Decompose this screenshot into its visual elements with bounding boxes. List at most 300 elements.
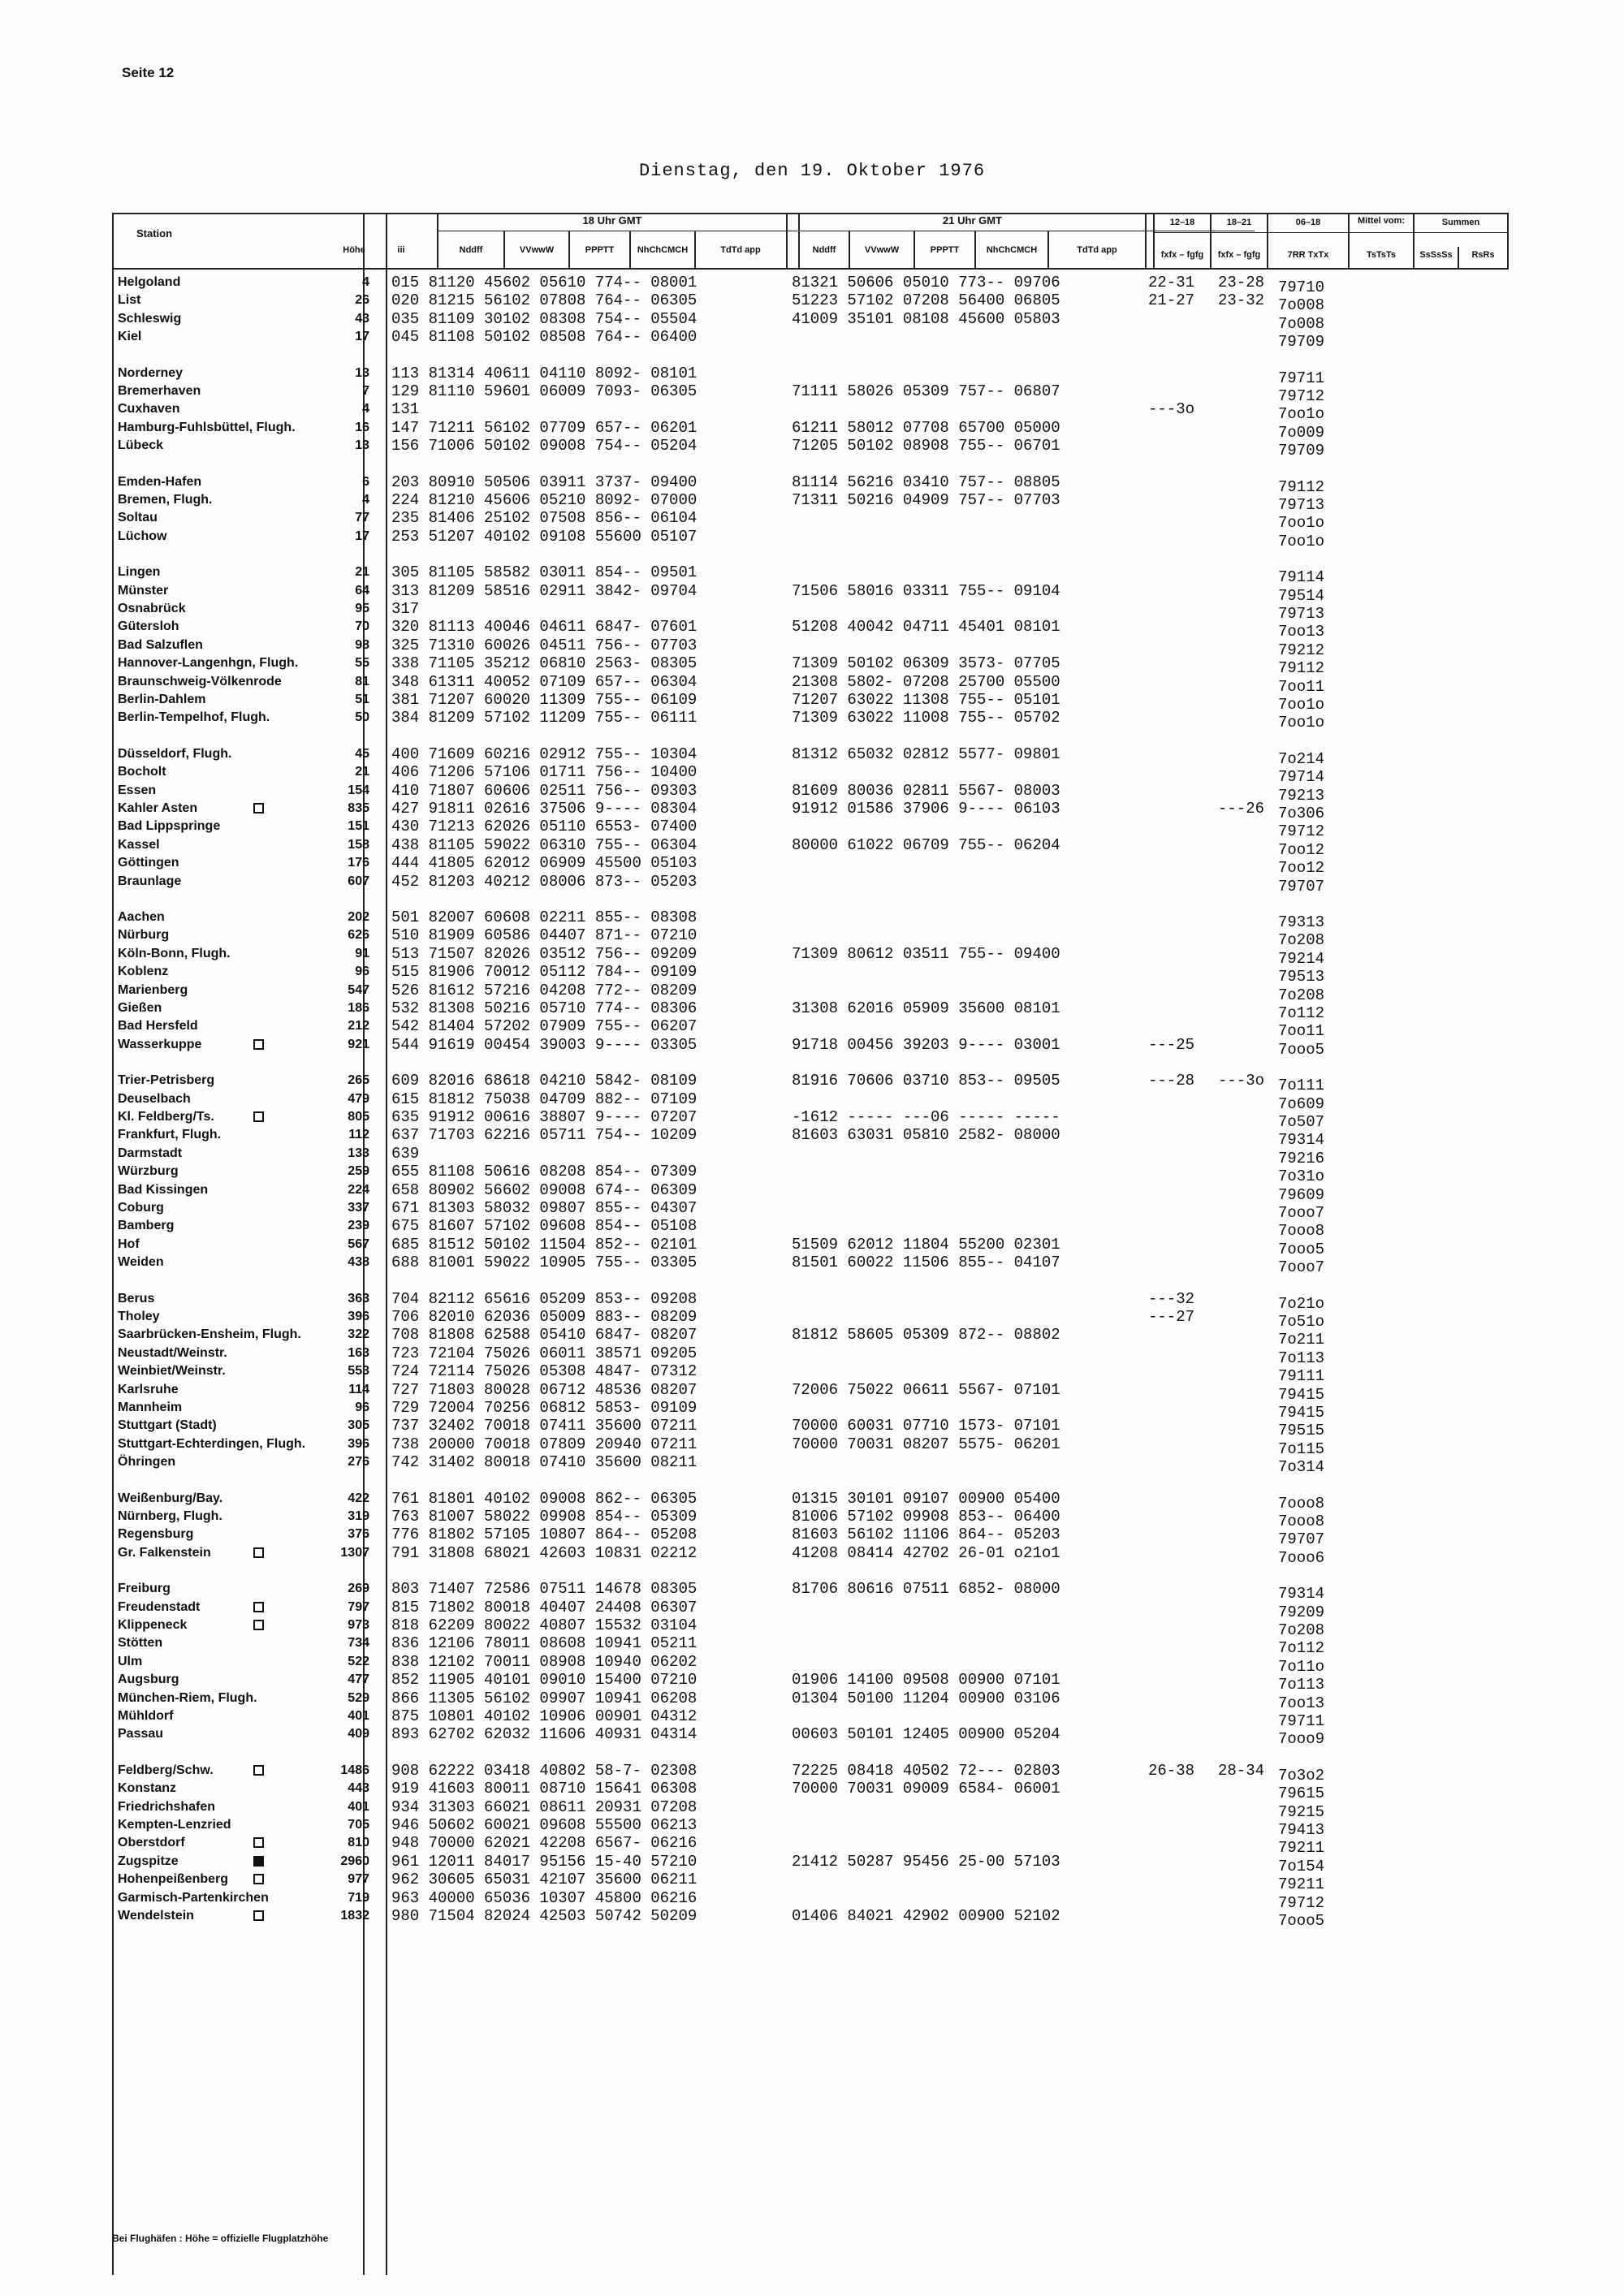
obs-21utc: -1612 ----- ---06 ----- ----- [792, 1108, 1060, 1126]
obs-18utc: 961 12011 84017 95156 15-40 57210 [391, 1852, 698, 1871]
station-name: Passau [118, 1727, 164, 1741]
rr-txtx-06-18: 7ooo7 [1278, 1258, 1325, 1277]
station-name: Ulm [118, 1654, 143, 1668]
table-row [0, 364, 1624, 387]
rr-txtx-06-18: 7o21o [1278, 1294, 1325, 1313]
table-row [0, 1362, 1624, 1386]
obs-18utc: 400 71609 60216 02912 755-- 10304 [391, 744, 698, 763]
gust-18-21: ---26 [1218, 800, 1265, 818]
gust-18-21: ---3o [1218, 1072, 1265, 1090]
station-name: Lübeck [118, 438, 164, 453]
station-height: 91 [355, 946, 369, 960]
station-name: Neustadt/Weinstr. [118, 1345, 227, 1360]
station-name: Lingen [118, 565, 161, 580]
rr-txtx-06-18: 7o115 [1278, 1439, 1325, 1458]
station-height: 4 [362, 402, 369, 416]
station-height: 55 [355, 656, 369, 671]
station-height: 319 [348, 1509, 369, 1523]
station-name: Hohenpeißenberg [118, 1872, 229, 1887]
hoehe-header: Höhe [343, 245, 365, 255]
station-height: 477 [348, 1672, 369, 1687]
table-row [0, 600, 1624, 623]
table-row [0, 854, 1624, 878]
obs-21utc: 81609 80036 02811 5567- 08003 [792, 781, 1060, 800]
obs-21utc: 21412 50287 95456 25-00 57103 [792, 1852, 1060, 1871]
obs-18utc: 742 31402 80018 07410 35600 08211 [391, 1453, 698, 1472]
station-name: Emden-Hafen [118, 474, 202, 489]
table-row [0, 1489, 1624, 1513]
table-row [0, 1780, 1624, 1803]
station-name: Kempten-Lenzried [118, 1818, 231, 1832]
obs-21utc: 81812 58605 05309 872-- 08802 [792, 1326, 1060, 1344]
station-name: Feldberg/Schw. [118, 1763, 214, 1777]
obs-18utc: 129 81110 59601 06009 7093- 06305 [391, 382, 698, 400]
obs-21utc: 81603 63031 05810 2582- 08000 [792, 1126, 1060, 1145]
rr-txtx-06-18: 79114 [1278, 568, 1325, 587]
station-height: 17 [355, 330, 369, 344]
table-row [0, 709, 1624, 732]
station-height: 479 [348, 1091, 369, 1106]
station-height: 1832 [340, 1909, 369, 1923]
rr-txtx-06-18: 79514 [1278, 586, 1325, 605]
station-name: Düsseldorf, Flugh. [118, 746, 232, 761]
rr-txtx-06-18: 7o113 [1278, 1349, 1325, 1367]
station-height: 337 [348, 1201, 369, 1215]
obs-18utc: 384 81209 57102 11209 755-- 06111 [391, 709, 698, 727]
obs-18utc: 635 91912 00616 38807 9---- 07207 [391, 1108, 698, 1126]
rr-txtx-06-18: 7o11o [1278, 1657, 1325, 1676]
obs-18utc: 727 71803 80028 06712 48536 08207 [391, 1380, 698, 1399]
gust-18-21: 23-32 [1218, 291, 1265, 310]
station-height: 705 [348, 1818, 369, 1832]
station-name: Berus [118, 1291, 155, 1306]
station-name: Klippeneck [118, 1618, 188, 1632]
table-row [0, 926, 1624, 950]
table-row [0, 418, 1624, 442]
obs-21utc: 81603 56102 11106 864-- 05203 [792, 1526, 1060, 1544]
obs-21utc: 71311 50216 04909 757-- 07703 [792, 491, 1060, 509]
obs-21utc: 72225 08418 40502 72--- 02803 [792, 1761, 1060, 1780]
station-name: Nürburg [118, 928, 170, 943]
rr-txtx-06-18: 79513 [1278, 968, 1325, 986]
obs-18utc: 156 71006 50102 09008 754-- 05204 [391, 437, 698, 455]
table-row [0, 1108, 1624, 1131]
station-name: Mühldorf [118, 1709, 174, 1723]
station-height: 26 [355, 293, 369, 308]
table-row [0, 509, 1624, 533]
station-height: 151 [348, 819, 369, 834]
station-name: Trier-Petrisberg [118, 1073, 215, 1088]
table-row [0, 1453, 1624, 1477]
obs-21utc: 31308 62016 05909 35600 08101 [792, 999, 1060, 1017]
station-height: 1307 [340, 1545, 369, 1560]
station-name: Osnabrück [118, 602, 186, 615]
obs-18utc: 542 81404 57202 07909 755-- 06207 [391, 1017, 698, 1036]
rr-txtx-06-18: 7o306 [1278, 805, 1325, 822]
station-name: Bremerhaven [118, 384, 201, 398]
table-row [0, 1180, 1624, 1204]
rr-txtx-06-18: 7o3o2 [1278, 1766, 1325, 1785]
date-heading: Dienstag, den 19. Oktober 1976 [638, 161, 986, 181]
station-height: 4 [362, 493, 369, 507]
gust-12-18: ---25 [1148, 1035, 1195, 1054]
mountain-station-box-icon [253, 1874, 264, 1884]
rr-txtx-06-18: 79709 [1278, 333, 1325, 352]
rr-txtx-06-18: 79112 [1278, 477, 1325, 496]
station-height: 1486 [340, 1763, 369, 1777]
station-height: 202 [348, 910, 369, 924]
table-row [0, 400, 1624, 424]
station-name: Wendelstein [118, 1909, 194, 1923]
station-name: Bad Salzuflen [118, 637, 203, 652]
station-name: Friedrichshafen [118, 1799, 216, 1814]
sub-18-21: fxfx – fgfg [1217, 250, 1261, 260]
obs-18utc: 658 80902 56602 09008 674-- 06309 [391, 1180, 698, 1199]
range-18-21-header: 18–21 [1226, 218, 1252, 227]
station-height: 21 [355, 765, 369, 779]
table-row [0, 563, 1624, 587]
obs-18utc: 639 [391, 1144, 420, 1163]
station-height: 265 [348, 1073, 369, 1088]
station-name: Nürnberg, Flugh. [118, 1509, 222, 1523]
station-name: Norderney [118, 365, 184, 380]
rr-txtx-06-18: 7oo12 [1278, 859, 1325, 878]
station-name: Stuttgart-Echterdingen, Flugh. [118, 1436, 306, 1451]
rr-txtx-06-18: 7oo1o [1278, 714, 1325, 732]
station-height: 112 [348, 1128, 369, 1142]
obs-18utc: 838 12102 70011 08908 10940 06202 [391, 1652, 698, 1671]
obs-21utc: 81006 57102 09908 853-- 06400 [792, 1508, 1060, 1526]
obs-18utc: 737 32402 70018 07411 35600 07211 [391, 1417, 698, 1435]
rr-txtx-06-18: 7oo13 [1278, 1694, 1325, 1712]
station-height: 438 [348, 1255, 369, 1270]
rr-txtx-06-18: 7oo1o [1278, 532, 1325, 550]
station-height: 158 [348, 837, 369, 852]
table-row [0, 291, 1624, 315]
rr-txtx-06-18: 79712 [1278, 822, 1325, 841]
station-name: Weiden [118, 1255, 164, 1270]
station-height: 21 [355, 565, 369, 580]
obs-18utc: 147 71211 56102 07709 657-- 06201 [391, 418, 698, 437]
obs-21utc: 71309 50102 06309 3573- 07705 [792, 654, 1060, 673]
rr-txtx-06-18: 79713 [1278, 496, 1325, 514]
station-name: Hannover-Langenhgn, Flugh. [118, 656, 299, 671]
rr-txtx-06-18: 7o208 [1278, 1621, 1325, 1639]
station-height: 13 [355, 365, 369, 380]
obs-18utc: 875 10801 40102 10906 00901 04312 [391, 1707, 698, 1725]
obs-21utc: 51509 62012 11804 55200 02301 [792, 1235, 1060, 1254]
summen-sub2: RsRs [1471, 250, 1495, 260]
table-row [0, 963, 1624, 986]
table-row [0, 527, 1624, 550]
gust-12-18: ---28 [1148, 1072, 1195, 1090]
table-row [0, 1144, 1624, 1167]
station-name: Wasserkuppe [118, 1037, 202, 1051]
table-row [0, 1598, 1624, 1621]
station-name: Darmstadt [118, 1146, 183, 1160]
gust-12-18: 21-27 [1148, 291, 1195, 310]
table-row [0, 1254, 1624, 1277]
table-row [0, 1689, 1624, 1712]
station-height: 921 [348, 1037, 369, 1051]
table-row [0, 1634, 1624, 1658]
obs-18utc: 708 81808 62588 05410 6847- 08207 [391, 1326, 698, 1344]
table-row [0, 618, 1624, 641]
station-height: 810 [348, 1836, 369, 1850]
station-height: 163 [348, 1345, 369, 1360]
col21-vvwww: VVwwW [864, 245, 900, 255]
station-name: Berlin-Tempelhof, Flugh. [118, 710, 270, 725]
obs-18utc: 763 81007 58022 09908 854-- 05309 [391, 1508, 698, 1526]
station-name: Freudenstadt [118, 1599, 201, 1614]
rr-txtx-06-18: 7ooo5 [1278, 1040, 1325, 1059]
obs-18utc: 963 40000 65036 10307 45800 06216 [391, 1888, 698, 1907]
table-row [0, 1907, 1624, 1930]
table-row [0, 1199, 1624, 1222]
obs-18utc: 305 81105 58582 03011 854-- 09501 [391, 563, 698, 582]
col18-nhch: NhChCMCH [637, 245, 689, 255]
page-label: Seite 12 [122, 65, 175, 80]
rr-txtx-06-18: 7o154 [1278, 1857, 1325, 1875]
station-height: 259 [348, 1164, 369, 1179]
obs-18utc: 962 30605 65031 42107 35600 06211 [391, 1871, 698, 1889]
station-height: 973 [348, 1618, 369, 1632]
rr-txtx-06-18: 79714 [1278, 768, 1325, 787]
station-height: 4 [362, 275, 369, 289]
station-name: Lüchow [118, 529, 167, 543]
rr-txtx-06-18: 79712 [1278, 1893, 1325, 1912]
station-name: Kahler Asten [118, 801, 198, 815]
station-name: Schleswig [118, 311, 182, 326]
table-row [0, 691, 1624, 714]
obs-18utc: 317 [391, 600, 420, 618]
rr-txtx-06-18: 79314 [1278, 1131, 1325, 1150]
table-row [0, 908, 1624, 931]
table-row [0, 1508, 1624, 1530]
obs-21utc: 81706 80616 07511 6852- 08000 [792, 1580, 1060, 1599]
obs-18utc: 671 81303 58032 09807 855-- 04307 [391, 1199, 698, 1217]
table-row [0, 437, 1624, 460]
obs-18utc: 685 81512 50102 11504 852-- 02101 [391, 1235, 698, 1254]
station-name: Münster [118, 583, 169, 598]
obs-21utc: 71506 58016 03311 755-- 09104 [792, 581, 1060, 600]
obs-21utc: 01906 14100 09508 00900 07101 [792, 1671, 1060, 1690]
table-row [0, 1308, 1624, 1331]
table-row [0, 744, 1624, 768]
obs-18utc: 706 82010 62036 05009 883-- 08209 [391, 1308, 698, 1326]
mittel-sub: TsTsTs [1366, 250, 1397, 260]
station-name: Göttingen [118, 856, 179, 870]
station-height: 626 [348, 928, 369, 943]
table-row [0, 328, 1624, 352]
rr-txtx-06-18: 7o111 [1278, 1077, 1325, 1095]
station-name: Zugspitze [118, 1854, 179, 1868]
mountain-station-box-icon [253, 803, 264, 814]
station-height: 734 [348, 1636, 369, 1651]
table-row [0, 981, 1624, 1004]
rr-txtx-06-18: 79615 [1278, 1785, 1325, 1803]
obs-18utc: 526 81612 57216 04208 772-- 08209 [391, 981, 698, 999]
mountain-station-box-icon [253, 1620, 264, 1630]
table-row [0, 1671, 1624, 1694]
obs-18utc: 724 72114 75026 05308 4847- 07312 [391, 1362, 698, 1381]
rr-txtx-06-18: 79313 [1278, 913, 1325, 931]
obs-21utc: 81916 70606 03710 853-- 09505 [792, 1072, 1060, 1090]
station-name: Stuttgart (Stadt) [118, 1418, 217, 1433]
station-name: Würzburg [118, 1164, 179, 1179]
obs-21utc: 51208 40042 04711 45401 08101 [792, 618, 1060, 637]
rr-txtx-06-18: 7o112 [1278, 1004, 1325, 1022]
obs-18utc: 410 71807 60606 02511 756-- 09303 [391, 781, 698, 800]
station-height: 567 [348, 1236, 369, 1251]
rr-txtx-06-18: 7o609 [1278, 1094, 1325, 1113]
table-row [0, 999, 1624, 1022]
station-height: 305 [348, 1418, 369, 1433]
station-height: 363 [348, 1291, 369, 1306]
mountain-station-box-icon [253, 1837, 264, 1848]
station-name: Augsburg [118, 1672, 179, 1687]
table-row [0, 1235, 1624, 1258]
station-name: Bad Lippspringe [118, 819, 221, 834]
obs-21utc: 81312 65032 02812 5577- 09801 [792, 744, 1060, 763]
station-height: 401 [348, 1709, 369, 1723]
obs-21utc: 41208 08414 42702 26-01 o21o1 [792, 1543, 1060, 1562]
station-height: 239 [348, 1219, 369, 1233]
station-height: 81 [355, 674, 369, 688]
obs-18utc: 427 91811 02616 37506 9---- 08304 [391, 800, 698, 818]
rr-txtx-06-18: 7oo11 [1278, 1022, 1325, 1041]
station-height: 70 [355, 619, 369, 634]
col21-pppt: PPPTT [930, 245, 960, 255]
station-height: 443 [348, 1781, 369, 1796]
gust-12-18: 26-38 [1148, 1761, 1195, 1780]
station-height: 835 [348, 801, 369, 815]
station-name: Mannheim [118, 1400, 183, 1414]
range-12-18-header: 12–18 [1169, 218, 1195, 227]
table-row [0, 1417, 1624, 1440]
obs-18utc: 948 70000 62021 42208 6567- 06216 [391, 1834, 698, 1853]
station-name: Bamberg [118, 1219, 175, 1233]
rr-txtx-06-18: 79211 [1278, 1839, 1325, 1858]
rr-txtx-06-18: 79709 [1278, 442, 1325, 460]
sub-12-18: fxfx – fgfg [1160, 250, 1204, 260]
obs-18utc: 852 11905 40101 09010 15400 07210 [391, 1671, 698, 1690]
obs-18utc: 406 71206 57106 01711 756-- 10400 [391, 763, 698, 782]
obs-18utc: 919 41603 80011 08710 15641 06308 [391, 1780, 698, 1798]
station-name: Marienberg [118, 982, 188, 997]
table-row [0, 1834, 1624, 1858]
table-row [0, 1725, 1624, 1749]
table-row [0, 1399, 1624, 1422]
obs-18utc: 113 81314 40611 04110 8092- 08101 [391, 364, 698, 382]
table-row [0, 1035, 1624, 1059]
station-name: Regensburg [118, 1527, 194, 1542]
rr-txtx-06-18: 79213 [1278, 786, 1325, 805]
obs-18utc: 675 81607 57102 09608 854-- 05108 [391, 1217, 698, 1236]
table-row [0, 1543, 1624, 1567]
station-height: 98 [355, 637, 369, 652]
table-row [0, 1326, 1624, 1349]
col18-nddff: Nddff [459, 245, 483, 255]
station-height: 176 [348, 856, 369, 870]
station-height: 977 [348, 1872, 369, 1887]
obs-18utc: 430 71213 62026 05110 6553- 07400 [391, 818, 698, 836]
station-height: 186 [348, 1001, 369, 1015]
table-row [0, 1871, 1624, 1894]
rr-txtx-06-18: 79415 [1278, 1385, 1325, 1404]
rr-txtx-06-18: 7oo12 [1278, 840, 1325, 859]
table-row [0, 800, 1624, 822]
mountain-station-box-icon [253, 1910, 264, 1921]
rr-txtx-06-18: 7ooo8 [1278, 1222, 1325, 1241]
table-row [0, 1435, 1624, 1458]
station-name: Bad Kissingen [118, 1182, 209, 1197]
station-name: Stötten [118, 1636, 163, 1651]
obs-18utc: 532 81308 50216 05710 774-- 08306 [391, 999, 698, 1017]
obs-21utc: 80000 61022 06709 755-- 06204 [792, 835, 1060, 854]
obs-21utc: 81114 56216 03410 757-- 08805 [792, 473, 1060, 491]
col18-pppt: PPPTT [585, 245, 615, 255]
rr-txtx-06-18: 7ooo5 [1278, 1240, 1325, 1258]
obs-18utc: 438 81105 59022 06310 755-- 06304 [391, 835, 698, 854]
obs-18utc: 803 71407 72586 07511 14678 08305 [391, 1580, 698, 1599]
group-18-header: 18 Uhr GMT [582, 214, 642, 227]
station-name: Gießen [118, 1001, 162, 1015]
station-name: Helgoland [118, 275, 181, 289]
station-name: Kiel [118, 330, 142, 344]
table-row [0, 473, 1624, 496]
obs-18utc: 815 71802 80018 40407 24408 06307 [391, 1598, 698, 1616]
obs-18utc: 224 81210 45606 05210 8092- 07000 [391, 491, 698, 509]
table-row [0, 1126, 1624, 1150]
obs-21utc: 91912 01586 37906 9---- 06103 [792, 800, 1060, 818]
table-row [0, 1652, 1624, 1676]
station-height: 553 [348, 1364, 369, 1379]
rr-txtx-06-18: 79710 [1278, 278, 1325, 296]
footnote: Bei Flughäfen : Höhe = offizielle Flugplatzhöhe [112, 2233, 329, 2244]
col21-nddff: Nddff [812, 245, 836, 255]
station-name: Hamburg-Fuhlsbüttel, Flugh. [118, 420, 296, 434]
obs-18utc: 444 41805 62012 06909 45500 05103 [391, 854, 698, 873]
obs-18utc: 818 62209 80022 40807 15532 03104 [391, 1616, 698, 1634]
gust-12-18: 22-31 [1148, 274, 1195, 291]
obs-18utc: 325 71310 60026 04511 756-- 07703 [391, 636, 698, 654]
col21-nhch: NhChCMCH [986, 245, 1038, 255]
table-row [0, 581, 1624, 605]
rr-txtx-06-18: 79712 [1278, 387, 1325, 405]
rr-txtx-06-18: 79215 [1278, 1802, 1325, 1821]
obs-21utc: 70000 60031 07710 1573- 07101 [792, 1417, 1060, 1435]
station-name: Kassel [118, 837, 160, 852]
table-row [0, 1017, 1624, 1041]
obs-18utc: 035 81109 30102 08308 754-- 05504 [391, 309, 698, 328]
obs-18utc: 131 [391, 400, 420, 419]
station-height: 51 [355, 693, 369, 706]
rr-txtx-06-18: 79609 [1278, 1185, 1325, 1204]
obs-18utc: 761 81801 40102 09008 862-- 06305 [391, 1489, 698, 1508]
rr-txtx-06-18: 79413 [1278, 1821, 1325, 1839]
station-name: München-Riem, Flugh. [118, 1690, 257, 1705]
rr-txtx-06-18: 79216 [1278, 1149, 1325, 1167]
table-row [0, 1289, 1624, 1313]
summen-sub1: SsSsSs [1419, 250, 1453, 260]
rr-txtx-06-18: 79211 [1278, 1875, 1325, 1894]
obs-21utc: 71207 63022 11308 755-- 05101 [792, 691, 1060, 709]
rr-txtx-06-18: 7oo13 [1278, 623, 1325, 641]
obs-21utc: 70000 70031 09009 6584- 06001 [792, 1780, 1060, 1798]
station-height: 154 [348, 783, 369, 797]
summen-header: Summen [1441, 218, 1480, 227]
